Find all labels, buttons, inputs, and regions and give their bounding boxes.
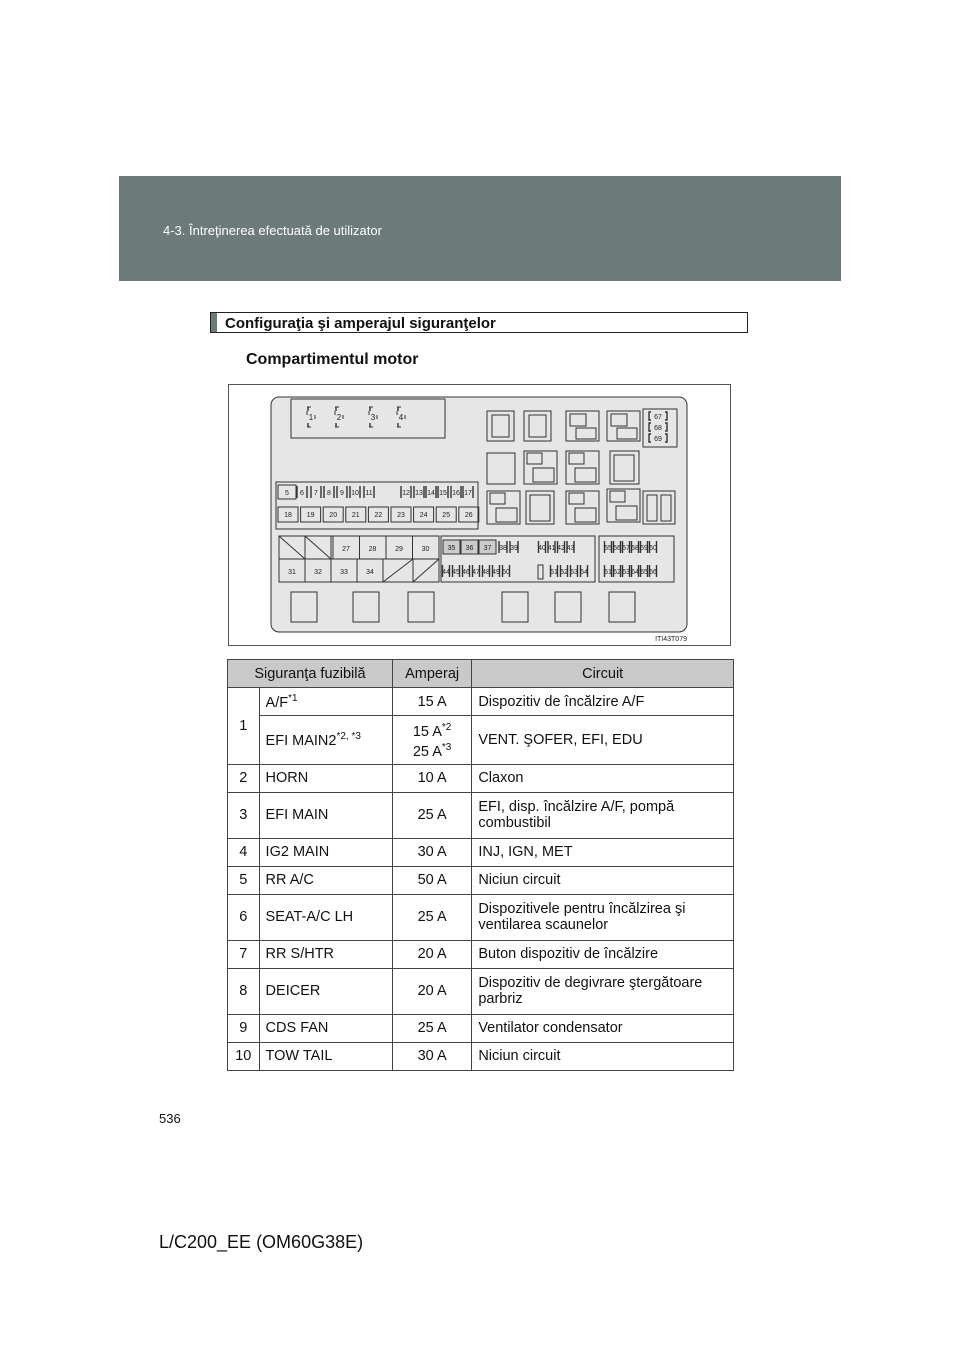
fuse-label: 23 <box>397 512 405 519</box>
fuse-label: 29 <box>395 546 403 553</box>
fuse-table <box>227 659 734 1071</box>
table-row <box>228 688 734 716</box>
chapter-header <box>119 176 841 281</box>
fuse-label: 21 <box>351 512 360 519</box>
fuse-label: 3 <box>370 413 376 422</box>
fuse-amperage: 30 A <box>392 838 471 866</box>
fuse-label: 42 <box>557 545 565 552</box>
fuse-label: 39 <box>510 545 518 552</box>
header-circuit: Circuit <box>472 660 734 688</box>
fuse-label: 5 <box>285 490 289 497</box>
fuse-label: 20 <box>329 512 338 519</box>
fuse-amperage: 25 A <box>392 1014 471 1042</box>
fuse-label: 1 <box>308 413 314 422</box>
table-row <box>228 866 734 894</box>
fuse-name: SEAT-A/C LH <box>259 894 392 940</box>
fuse-label: 44 <box>442 569 450 576</box>
fuse-circuit: Ventilator condensator <box>472 1014 734 1042</box>
fuse-label: 63 <box>622 569 630 576</box>
fuse-name: RR A/C <box>259 866 392 894</box>
fuse-amperage: 25 A <box>392 792 471 838</box>
page-number: 536 <box>159 1111 181 1126</box>
fuse-number: 3 <box>228 792 260 838</box>
fuse-label: 45 <box>452 569 460 576</box>
fuse-amperage: 50 A <box>392 866 471 894</box>
fuse-circuit: Niciun circuit <box>472 866 734 894</box>
fuse-circuit: EFI, disp. încălzire A/F, pompă combustibil <box>472 792 734 838</box>
fuse-label: 65 <box>640 569 648 576</box>
fuse-label: 33 <box>340 569 348 576</box>
fuse-label: 61 <box>604 569 612 576</box>
table-row <box>228 764 734 792</box>
fuse-label: 60 <box>649 545 657 552</box>
fuse-label: 53 <box>570 569 578 576</box>
fuse-label: 55 <box>604 545 612 552</box>
fuse-label: 15 <box>439 490 447 497</box>
fuse-name: DEICER <box>259 968 392 1014</box>
section-label: 4-3. Întreţinerea efectuată de utilizator <box>163 223 382 238</box>
fuse-number: 2 <box>228 764 260 792</box>
fuse-label: 22 <box>374 512 383 519</box>
fuse-label: 8 <box>327 490 331 497</box>
fuse-label: 11 <box>365 490 373 497</box>
title-marker <box>211 313 217 332</box>
fuse-label: 14 <box>427 490 435 497</box>
fuse-circuit: Dispozitiv de degivrare ştergătoare parbriz <box>472 968 734 1014</box>
fuse-label: 59 <box>640 545 648 552</box>
header-amperage: Amperaj <box>392 660 471 688</box>
fuse-circuit: Dispozitiv de încălzire A/F <box>472 688 734 716</box>
fuse-label: 47 <box>472 569 480 576</box>
fuse-label: 27 <box>342 546 350 553</box>
fuse-label: 52 <box>560 569 568 576</box>
fuse-label: 2 <box>336 413 342 422</box>
fuse-label: 13 <box>415 490 423 497</box>
fuse-label: 35 <box>447 545 456 552</box>
fuse-label: 19 <box>306 512 315 519</box>
fuse-label: 10 <box>351 490 359 497</box>
fuse-name: $A/F^{*1}$ <box>259 688 392 716</box>
fuse-label: 57 <box>622 545 630 552</box>
fuse-number: 10 <box>228 1042 260 1070</box>
table-row <box>228 894 734 940</box>
footer-code: L/C200_EE (OM60G38E) <box>159 1232 364 1252</box>
fuse-label: 4 <box>398 413 404 422</box>
fuse-amperage: 10 A <box>392 764 471 792</box>
fuse-label: 66 <box>649 569 657 576</box>
table-row <box>228 968 734 1014</box>
fuse-number: 1 <box>228 688 260 765</box>
table-row <box>228 838 734 866</box>
fuse-name: HORN <box>259 764 392 792</box>
fuse-label: 26 <box>464 512 473 519</box>
table-row <box>228 792 734 838</box>
diagram-code: ITI43T079 <box>655 636 687 643</box>
subtitle: Compartimentul motor <box>246 351 419 368</box>
fuse-label: 25 <box>442 512 451 519</box>
section-title-bar <box>210 312 748 333</box>
fuse-label: 38 <box>499 545 507 552</box>
fuse-number: 6 <box>228 894 260 940</box>
fuse-number: 9 <box>228 1014 260 1042</box>
fuse-label: 51 <box>550 569 558 576</box>
fuse-label: 34 <box>366 569 374 576</box>
table-row <box>228 940 734 968</box>
fuse-amperage: 25 A <box>392 894 471 940</box>
fuse-circuit: Buton dispozitiv de încălzire <box>472 940 734 968</box>
fuse-amperage: 30 A <box>392 1042 471 1070</box>
fuse-name: CDS FAN <box>259 1014 392 1042</box>
fuse-label: 6 <box>300 490 304 497</box>
fuse-label: 40 <box>538 545 546 552</box>
fuse-label: 37 <box>483 545 492 552</box>
fuse-label: 58 <box>631 545 639 552</box>
table-header-row <box>228 660 734 688</box>
fuse-label: 67 <box>654 414 662 421</box>
fuse-label: 12 <box>402 490 410 497</box>
fuse-amperage: 15 $A^{*2}$ 25 $A^{*3}$ <box>392 716 471 765</box>
fuse-circuit: Claxon <box>472 764 734 792</box>
fuse-box-diagram <box>228 384 731 646</box>
table-row <box>228 1014 734 1042</box>
fuse-label: 48 <box>482 569 490 576</box>
fuse-label: 64 <box>631 569 639 576</box>
fuse-label: 49 <box>492 569 500 576</box>
fuse-label: 7 <box>314 490 318 497</box>
fuse-label: 43 <box>566 545 575 552</box>
fuse-label: 16 <box>452 490 460 497</box>
fuse-number: 7 <box>228 940 260 968</box>
fuse-name: TOW TAIL <box>259 1042 392 1070</box>
fuse-label: 18 <box>284 512 292 519</box>
fuse-label: 30 <box>421 546 430 553</box>
fuse-amperage: 20 A <box>392 940 471 968</box>
fuse-label: 36 <box>465 545 474 552</box>
fuse-circuit: VENT. ŞOFER, EFI, EDU <box>472 716 734 765</box>
fuse-number: 8 <box>228 968 260 1014</box>
fuse-label: 28 <box>368 546 377 553</box>
section-title: Configuraţia şi amperajul siguranţelor <box>225 315 496 332</box>
table-row <box>228 716 734 765</box>
fuse-number: 5 <box>228 866 260 894</box>
table-row <box>228 1042 734 1070</box>
fuse-label: 24 <box>419 512 428 519</box>
fuse-label: 41 <box>547 545 556 552</box>
fuse-box-svg <box>229 385 730 645</box>
fuse-name: IG2 MAIN <box>259 838 392 866</box>
fuse-label: 32 <box>314 569 322 576</box>
fuse-name: RR S/HTR <box>259 940 392 968</box>
fuse-circuit: Niciun circuit <box>472 1042 734 1070</box>
fuse-label: 54 <box>580 569 588 576</box>
fuse-name: EFI MAIN <box>259 792 392 838</box>
fuse-amperage: 20 A <box>392 968 471 1014</box>
fuse-circuit: Dispozitivele pentru încălzirea şi ventilarea scaunelor <box>472 894 734 940</box>
header-fuse: Siguranţa fuzibilă <box>228 660 393 688</box>
fuse-label: 69 <box>654 436 662 443</box>
fuse-amperage: 15 A <box>392 688 471 716</box>
fuse-number: 4 <box>228 838 260 866</box>
fuse-label: 31 <box>288 569 296 576</box>
fuse-label: 62 <box>613 569 621 576</box>
fuse-label: 17 <box>464 490 472 497</box>
fuse-label: 46 <box>462 569 470 576</box>
fuse-name: EFI $MAIN2^{*2, *3}$ <box>259 716 392 765</box>
fuse-label: 9 <box>340 490 344 497</box>
fuse-label: 50 <box>502 569 510 576</box>
fuse-label: 68 <box>654 425 662 432</box>
fuse-label: 56 <box>613 545 621 552</box>
fuse-circuit: INJ, IGN, MET <box>472 838 734 866</box>
